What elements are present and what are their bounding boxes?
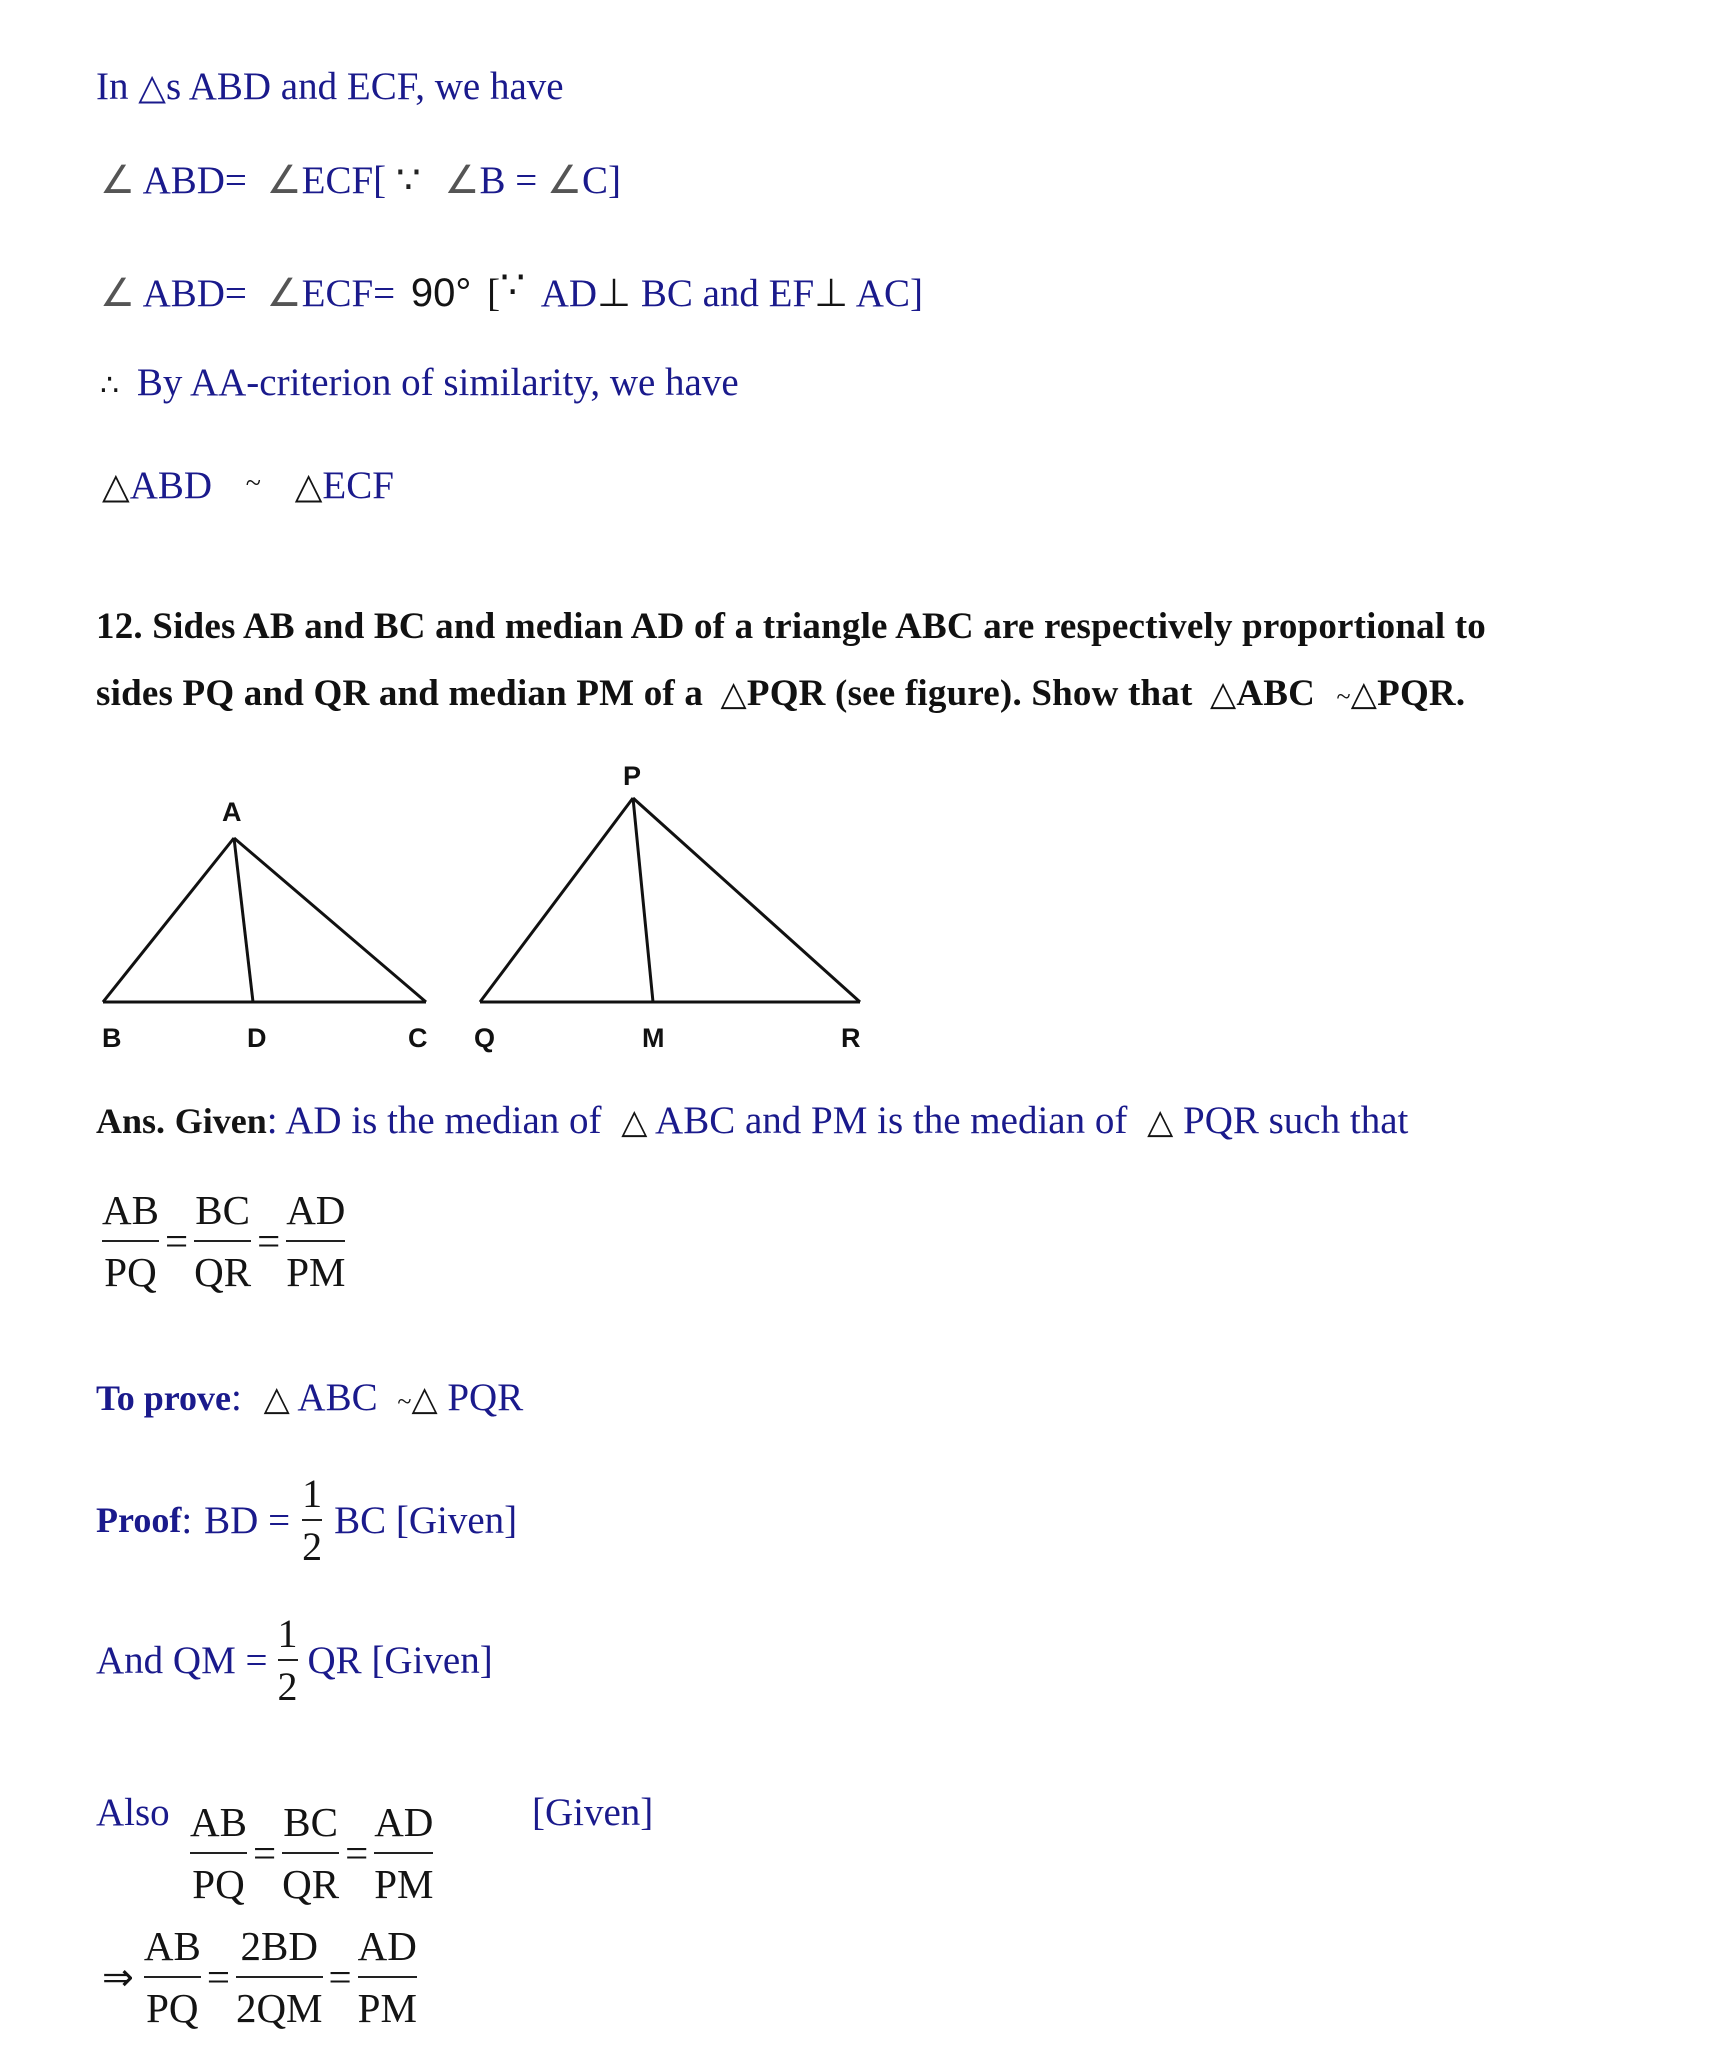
eq2-bc-ef: BC and EF: [640, 272, 815, 315]
intro-rest: s ABD and ECF, we have: [165, 65, 564, 108]
proof-rhs: BC [Given]: [334, 1498, 518, 1542]
equals-sign: =: [257, 1218, 281, 1264]
because-icon: ∵: [395, 158, 421, 203]
label-q: Q: [474, 1023, 496, 1053]
angle-icon: ∠: [100, 271, 135, 316]
denominator: PM: [357, 1985, 417, 2031]
question-abc: ABC: [1236, 673, 1316, 714]
fraction: [190, 1798, 247, 1908]
denominator: 2QM: [235, 1985, 323, 2031]
question-pqr: PQR.: [1377, 673, 1466, 714]
eq2-ninety: 90°: [410, 271, 472, 315]
numerator: BC: [283, 1799, 338, 1845]
answer-text-2: ABC and PM is the median of: [655, 1099, 1128, 1142]
numerator: 1: [302, 1471, 323, 1516]
to-prove-label: To prove: [96, 1378, 232, 1418]
ratio-also: [190, 1798, 433, 1908]
answer-text-3: PQR such that: [1183, 1099, 1409, 1142]
denominator: QR: [282, 1861, 340, 1907]
question-line-2b: PQR (see figure). Show that: [746, 673, 1193, 714]
implies-arrow-icon: ⇒: [102, 1955, 134, 1999]
label-b: B: [102, 1023, 122, 1053]
proof-line: [96, 1470, 517, 1570]
angle-icon: ∠: [444, 158, 480, 203]
label-m: M: [642, 1023, 665, 1053]
numerator: AB: [190, 1799, 247, 1845]
numerator: AD: [357, 1923, 417, 1969]
fraction: [194, 1186, 251, 1296]
similarity-abd-ecf: [102, 463, 394, 508]
angle-icon: ∠: [546, 158, 582, 203]
equals-sign: =: [345, 1830, 369, 1876]
triangle-icon: △: [621, 1102, 648, 1142]
ratio-given: [102, 1186, 345, 1296]
eq2-abd: ABD=: [142, 272, 247, 315]
denominator: PM: [374, 1861, 434, 1907]
fraction: [374, 1798, 433, 1908]
denominator: PQ: [104, 1249, 157, 1295]
angle-icon: ∠: [100, 158, 135, 203]
equals-sign: =: [328, 1954, 352, 2000]
question-line-2: [96, 672, 1465, 715]
equals-sign: =: [164, 1218, 189, 1264]
eq2-ecf: ECF=: [301, 272, 396, 315]
triangle-icon: △: [1147, 1102, 1174, 1142]
eq2-ad: AD: [540, 272, 598, 315]
triangle-icon: △: [294, 466, 323, 507]
numerator: 1: [277, 1611, 298, 1656]
proof-label: Proof: [96, 1500, 182, 1540]
fraction: [286, 1186, 345, 1296]
similar-icon: ~: [397, 1387, 412, 1416]
equals-sign: =: [252, 1830, 277, 1876]
also-label: Also: [96, 1791, 170, 1834]
numerator: AD: [286, 1187, 346, 1233]
proof-lhs: BD =: [204, 1498, 291, 1542]
denominator: PQ: [146, 1985, 199, 2031]
question-line-2a: sides PQ and QR and median PM of a: [96, 673, 704, 714]
answer-given-line: [96, 1098, 1408, 1143]
given-colon: :: [266, 1099, 278, 1142]
triangle-icon: △: [720, 674, 747, 714]
triangle-icon: △: [263, 1379, 290, 1419]
to-prove-line: [96, 1375, 523, 1420]
numerator: BC: [195, 1187, 250, 1233]
perpendicular-icon: ⊥: [597, 271, 632, 316]
numerator: AB: [143, 1923, 201, 1969]
triangle-pqr: [480, 798, 860, 1002]
therefore-text: By AA-criterion of similarity, we have: [136, 361, 739, 404]
answer-text-1: AD is the median of: [285, 1099, 602, 1142]
numerator: AD: [374, 1799, 434, 1845]
triangles-figure: [90, 755, 890, 1065]
triangle-icon: △: [1209, 674, 1237, 714]
denominator: 2: [302, 1524, 323, 1569]
eq1-abd: ABD=: [142, 159, 247, 202]
triangle-icon: △: [138, 67, 166, 108]
equals-sign: =: [206, 1954, 230, 2000]
therefore-line: [100, 360, 739, 405]
equation-angle-equal: [100, 158, 621, 203]
label-a: A: [222, 797, 242, 827]
similar-icon: ~: [1336, 682, 1351, 711]
ratio-implies: [102, 1922, 417, 2032]
to-prove-abc: ABC: [297, 1376, 378, 1419]
given-label: Given: [174, 1101, 267, 1141]
numerator: 2BD: [240, 1923, 318, 1969]
denominator: 2: [277, 1664, 298, 1709]
denominator: QR: [194, 1249, 252, 1295]
denominator: PM: [286, 1249, 346, 1295]
because-icon: ∵: [500, 263, 525, 308]
to-prove-pqr: PQR: [447, 1376, 524, 1419]
eq1-c: C]: [581, 159, 621, 202]
and-qm-line: [96, 1610, 493, 1710]
question-line-1: 12. Sides AB and BC and median AD of a triangle ABC are respectively proportional to: [96, 606, 1486, 647]
perpendicular-icon: ⊥: [814, 271, 849, 316]
fraction: [358, 1922, 417, 2032]
proof-colon: :: [181, 1498, 193, 1542]
label-r: R: [841, 1023, 861, 1053]
eq1-b: B =: [479, 159, 538, 202]
also-given: [Given]: [532, 1791, 654, 1834]
angle-icon: ∠: [266, 271, 302, 316]
fraction: [282, 1798, 339, 1908]
sim1-abd: ABD: [129, 464, 213, 507]
numerator: AB: [102, 1187, 159, 1233]
angle-icon: ∠: [266, 158, 302, 203]
fraction-half: [278, 1610, 298, 1710]
and-qm-lhs: And QM =: [96, 1638, 268, 1682]
equation-right-angle: [100, 263, 923, 316]
triangle-icon: △: [102, 466, 130, 507]
label-p: P: [623, 761, 642, 791]
fraction: [102, 1186, 159, 1296]
to-prove-colon: :: [231, 1376, 242, 1419]
label-c: C: [408, 1023, 428, 1053]
sim1-ecf: ECF: [322, 464, 394, 507]
eq2-bracket: [: [487, 272, 501, 315]
answer-label: Ans.: [96, 1101, 166, 1141]
similar-icon: ~: [245, 468, 261, 499]
and-qm-rhs: QR [Given]: [307, 1638, 493, 1682]
fraction: [236, 1922, 323, 2032]
triangle-icon: △: [411, 1379, 438, 1419]
therefore-icon: ∴: [100, 368, 120, 403]
intro-in: In: [96, 65, 129, 108]
fraction: [144, 1922, 201, 2032]
intro-line: [96, 64, 564, 109]
eq1-ecf: ECF[: [301, 159, 387, 202]
eq2-ac: AC]: [855, 272, 923, 315]
fraction-half: [302, 1470, 322, 1570]
denominator: PQ: [192, 1861, 245, 1907]
triangle-abc: [103, 838, 426, 1002]
triangle-icon: △: [1350, 674, 1378, 714]
label-d: D: [247, 1023, 267, 1053]
